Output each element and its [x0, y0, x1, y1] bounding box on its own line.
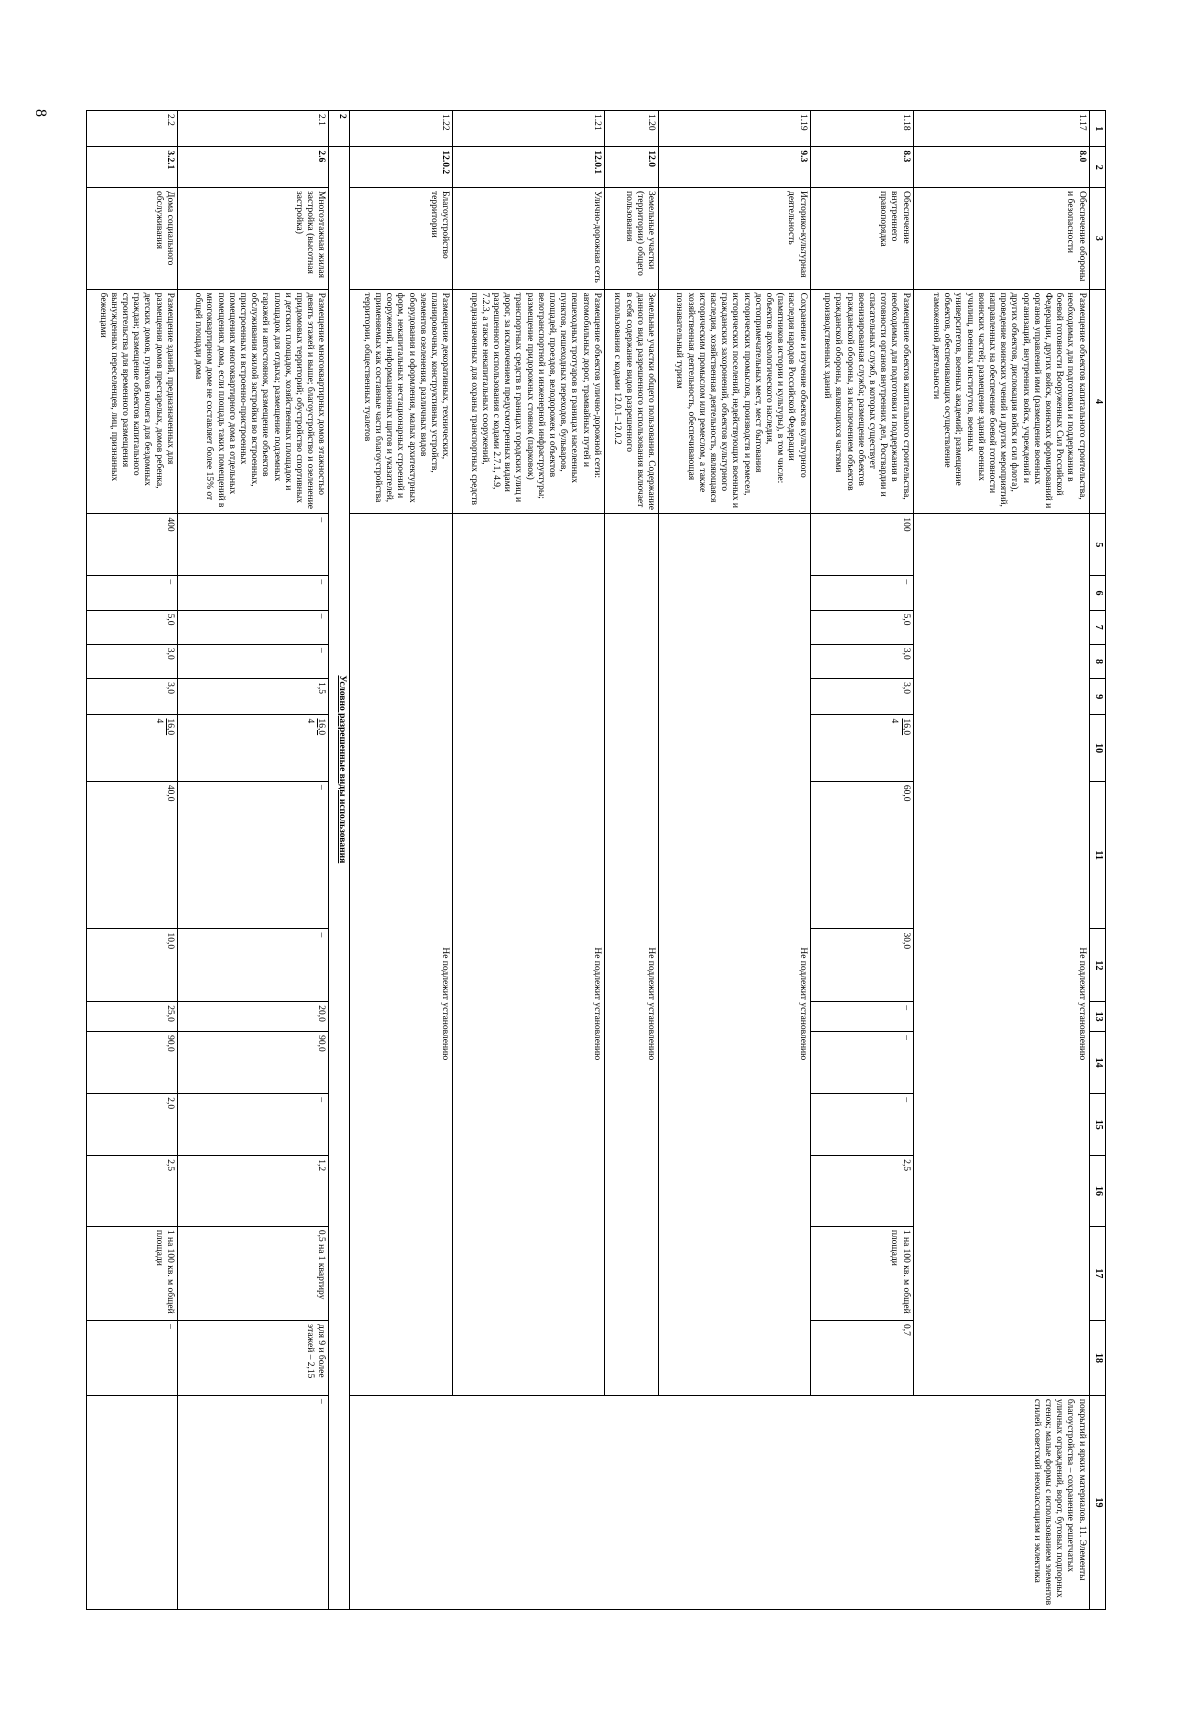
table-row [810, 111, 913, 1610]
section-title: Условно разрешенные виды использования [329, 147, 350, 1610]
col-13: 20,0 [177, 1002, 329, 1032]
header-cell-12: 12 [1089, 929, 1105, 1002]
row-description: Земельные участки общего пользования. Содержание данного вида разрешенного использования включает в себя содержание видов разрешенного использования с кодами 12.0.1–12.0.2 [604, 289, 658, 514]
row-code: 8.0 [913, 147, 1089, 188]
col-18: – [87, 1321, 178, 1396]
row-code: 9.3 [659, 147, 811, 188]
col-10 [810, 715, 913, 781]
header-row [1089, 111, 1105, 1610]
header-cell-2: 2 [1089, 147, 1105, 188]
col-11: 60,0 [810, 781, 913, 929]
col-7: – [177, 610, 329, 644]
header-cell-3: 3 [1089, 188, 1105, 290]
col-12: 10,0 [87, 929, 178, 1002]
row-name: Благоустройство территории [350, 188, 453, 290]
header-cell-14: 14 [1089, 1032, 1105, 1094]
row-name: Многоэтажная жилая застройка (высотная застройка) [177, 188, 329, 290]
col10-bottom: 4 [305, 718, 316, 724]
col10-bottom: 4 [153, 718, 164, 724]
col-9: 3,0 [810, 679, 913, 715]
col-11: 40,0 [87, 781, 178, 929]
col-9: 1,5 [177, 679, 329, 715]
table-row [177, 111, 329, 1610]
table-row [604, 111, 658, 1610]
col-15: 2,0 [87, 1094, 178, 1156]
col10-top: 16,0 [316, 718, 327, 736]
row-number: 1.21 [453, 111, 605, 147]
header-cell-19: 19 [1089, 1395, 1105, 1609]
col-13: 25,0 [87, 1002, 178, 1032]
col10-top: 16,0 [164, 718, 175, 736]
row-description: Размещение декоративных, технических, планировочных, конструктивных устройств, элементов озеленения, различных видов оборудования и оформления, малых архитектурных форм, некапитальных нестационарных строений и сооружений, информационных щитов и указателей, применяемых как составные части благоустройства территории, общественных туалетов [350, 289, 453, 514]
col-12: 30,0 [810, 929, 913, 1002]
not-applicable-note [659, 514, 811, 1610]
row-number: 1.17 [913, 111, 1089, 147]
col-6: – [177, 576, 329, 610]
not-applicable-note [350, 514, 453, 1610]
header-cell-1: 1 [1089, 111, 1105, 147]
row-number: 1.20 [604, 111, 658, 147]
row-description: Размещение объектов капитального строительства, необходимых для подготовки и поддержания в боевой готовности Вооруженных Сил Российской Федерации, других войск, воинских формирований и органов управлений ими (размещение военных организаций, внутренних войск, учреждений и других объектов, дислокация войск и сил флота), проведение воинских учений и других мероприятий, направленных на обеспечение боевой готовности воинских частей; размещение зданий военных училищ, военных институтов, военных университетов, военных академий; размещение объектов, обеспечивающих осуществление таможенной деятельности [913, 289, 1089, 514]
header-cell-7: 7 [1089, 610, 1105, 644]
col-6: – [810, 576, 913, 610]
col-18: 0,7 [810, 1321, 913, 1396]
note-text: Не подлежит установлению [646, 947, 656, 1061]
col-8: 3,0 [87, 644, 178, 678]
col-9: 3,0 [87, 679, 178, 715]
page-number: 8 [32, 109, 49, 117]
row-name: Историко-культурная деятельность [659, 188, 811, 290]
col-17: 1 на 100 кв. м общей площади [87, 1226, 178, 1320]
row-description: Сохранение и изучение объектов культурного наследия народов Российской Федерации (памятников истории и культуры), в том числе: объектов археологического наследия, достопримечательных мест, мест бытования исторических промыслов, производств и ремесел, исторических поселений, недействующих военных и гражданских захоронений, объектов культурного наследия, хозяйственная деятельность, являющаяся историческим промыслом или ремеслом, а также хозяйственная деятельность, обеспечивающая познавательный туризм [659, 289, 811, 514]
col-16: 2,5 [87, 1156, 178, 1227]
row-name: Улично-дорожная сеть [453, 188, 605, 290]
col-16: 2,5 [810, 1156, 913, 1227]
row-code: 12.0.2 [350, 147, 453, 188]
table-row [350, 111, 453, 1610]
row-description: Размещение многоквартирных домов этажностью девять этажей и выше; благоустройство и озеленение придомовых территорий; обустройство спортивных и детских площадок, хозяйственных площадок и площадок для отдыха; размещение подземных гаражей и автостоянок, размещение объектов обслуживания жилой застройки во встроенных, пристроенных и встроенно-пристроенных помещениях многоквартирного дома в отдельных помещениях дома, если площадь таких помещений в многоквартирном доме не составляет более 15% от общей площади дома [177, 289, 329, 514]
col19-cell: покрытий и ярких материалов. 11. Элементы благоустройства – сохранение решетчатых уличных ограждений, ворот, бутовых подпорных стенок; малые формы с использованием элементов стилей советский неоклассицизм и эклектика [350, 1395, 1090, 1609]
header-cell-13: 13 [1089, 1002, 1105, 1032]
table-row [87, 111, 178, 1610]
row-code: 2.6 [177, 147, 329, 188]
col-5: 100 [810, 514, 913, 576]
col-13: – [810, 1002, 913, 1032]
header-cell-17: 17 [1089, 1226, 1105, 1320]
col-5: – [177, 514, 329, 576]
col-17: 0,5 на 1 квартиру [177, 1226, 329, 1320]
not-applicable-note [913, 514, 1089, 1396]
row-name: Обеспечение обороны и безопасности [913, 188, 1089, 290]
col-19 [87, 1395, 178, 1609]
note-text: Не подлежит установлению [591, 947, 602, 1061]
row-number: 2.1 [177, 111, 329, 147]
row-name: Обеспечение внутреннего правопорядка [810, 188, 913, 290]
header-cell-18: 18 [1089, 1321, 1105, 1396]
section-number: 2 [329, 111, 350, 147]
land-use-table [86, 110, 1106, 1610]
row-code: 12.0 [604, 147, 658, 188]
row-name: Земельные участки (территории) общего пользования [604, 188, 658, 290]
rotated-table-wrapper [86, 110, 1106, 1610]
col-8: 3,0 [810, 644, 913, 678]
col-10 [177, 715, 329, 781]
col-14: 90,0 [87, 1032, 178, 1094]
row-code: 3.2.1 [87, 147, 178, 188]
col10-bottom: 4 [889, 718, 900, 724]
row-code: 12.0.1 [453, 147, 605, 188]
row-code: 8.3 [810, 147, 913, 188]
col-11: – [177, 781, 329, 929]
col-18: для 9 и более этажей – 2,15 [177, 1321, 329, 1396]
table-row [659, 111, 811, 1610]
col-14: 90,0 [177, 1032, 329, 1094]
header-cell-10: 10 [1089, 715, 1105, 781]
col-10 [87, 715, 178, 781]
table-row [453, 111, 605, 1610]
header-cell-15: 15 [1089, 1094, 1105, 1156]
row-name: Дома социального обслуживания [87, 188, 178, 290]
row-description: Размещение объектов капитального строительства, необходимых для подготовки и поддержания в готовности органов внутренних дел, Росгвардии и спасательных служб, в которых существует военизированная служба; размещение объектов гражданской обороны, за исключением объектов гражданской обороны, являющихся частями производственных зданий [810, 289, 913, 514]
col-19: – [177, 1395, 329, 1609]
not-applicable-note [604, 514, 658, 1610]
header-cell-9: 9 [1089, 679, 1105, 715]
row-number: 1.19 [659, 111, 811, 147]
col-15: – [810, 1094, 913, 1156]
col-7: 5,0 [87, 610, 178, 644]
col-8: – [177, 644, 329, 678]
col-16: 1,2 [177, 1156, 329, 1227]
col-5: 400 [87, 514, 178, 576]
header-cell-8: 8 [1089, 644, 1105, 678]
header-cell-16: 16 [1089, 1156, 1105, 1227]
section-row [329, 111, 350, 1610]
col-12: – [177, 929, 329, 1002]
col-6: – [87, 576, 178, 610]
note-text: Не подлежит установлению [440, 947, 451, 1061]
col-17: 1 на 100 кв. м общей площади [810, 1226, 913, 1320]
row-number: 1.18 [810, 111, 913, 147]
row-number: 1.22 [350, 111, 453, 147]
col10-top: 16,0 [900, 718, 911, 736]
header-cell-5: 5 [1089, 514, 1105, 576]
not-applicable-note [453, 514, 605, 1610]
row-description: Размещение объектов улично-дорожной сети: автомобильных дорог, трамвайных путей и пешеходных тротуаров в границах населенных пунктов, пешеходных переходов, бульваров, площадей, проездов, велодорожек и объектов велотранспортной и инженерной инфраструктуры; размещение придорожных стоянок (парковок) транспортных средств в границах городских улиц и дорог, за исключением предусмотренных видами разрешенного использования с кодами 2.7.1, 4.9, 7.2.3, а также некапитальных сооружений, предназначенных для охраны транспортных средств [453, 289, 605, 514]
col-7: 5,0 [810, 610, 913, 644]
header-cell-6: 6 [1089, 576, 1105, 610]
table-row [913, 111, 1089, 1610]
header-cell-11: 11 [1089, 781, 1105, 929]
row-number: 2.2 [87, 111, 178, 147]
col-15: – [177, 1094, 329, 1156]
row-description: Размещение зданий, предназначенных для размещения домов престарелых, домов ребенка, детских домов, пунктов ночлега для бездомных граждан; размещение объектов капитального строительства для временного размещения вынужденных переселенцев, лиц, признанных беженцами [87, 289, 178, 514]
note-text: Не подлежит установлению [1076, 947, 1087, 1061]
col-14: – [810, 1032, 913, 1094]
note-text: Не подлежит установлению [797, 947, 808, 1061]
header-cell-4: 4 [1089, 289, 1105, 514]
